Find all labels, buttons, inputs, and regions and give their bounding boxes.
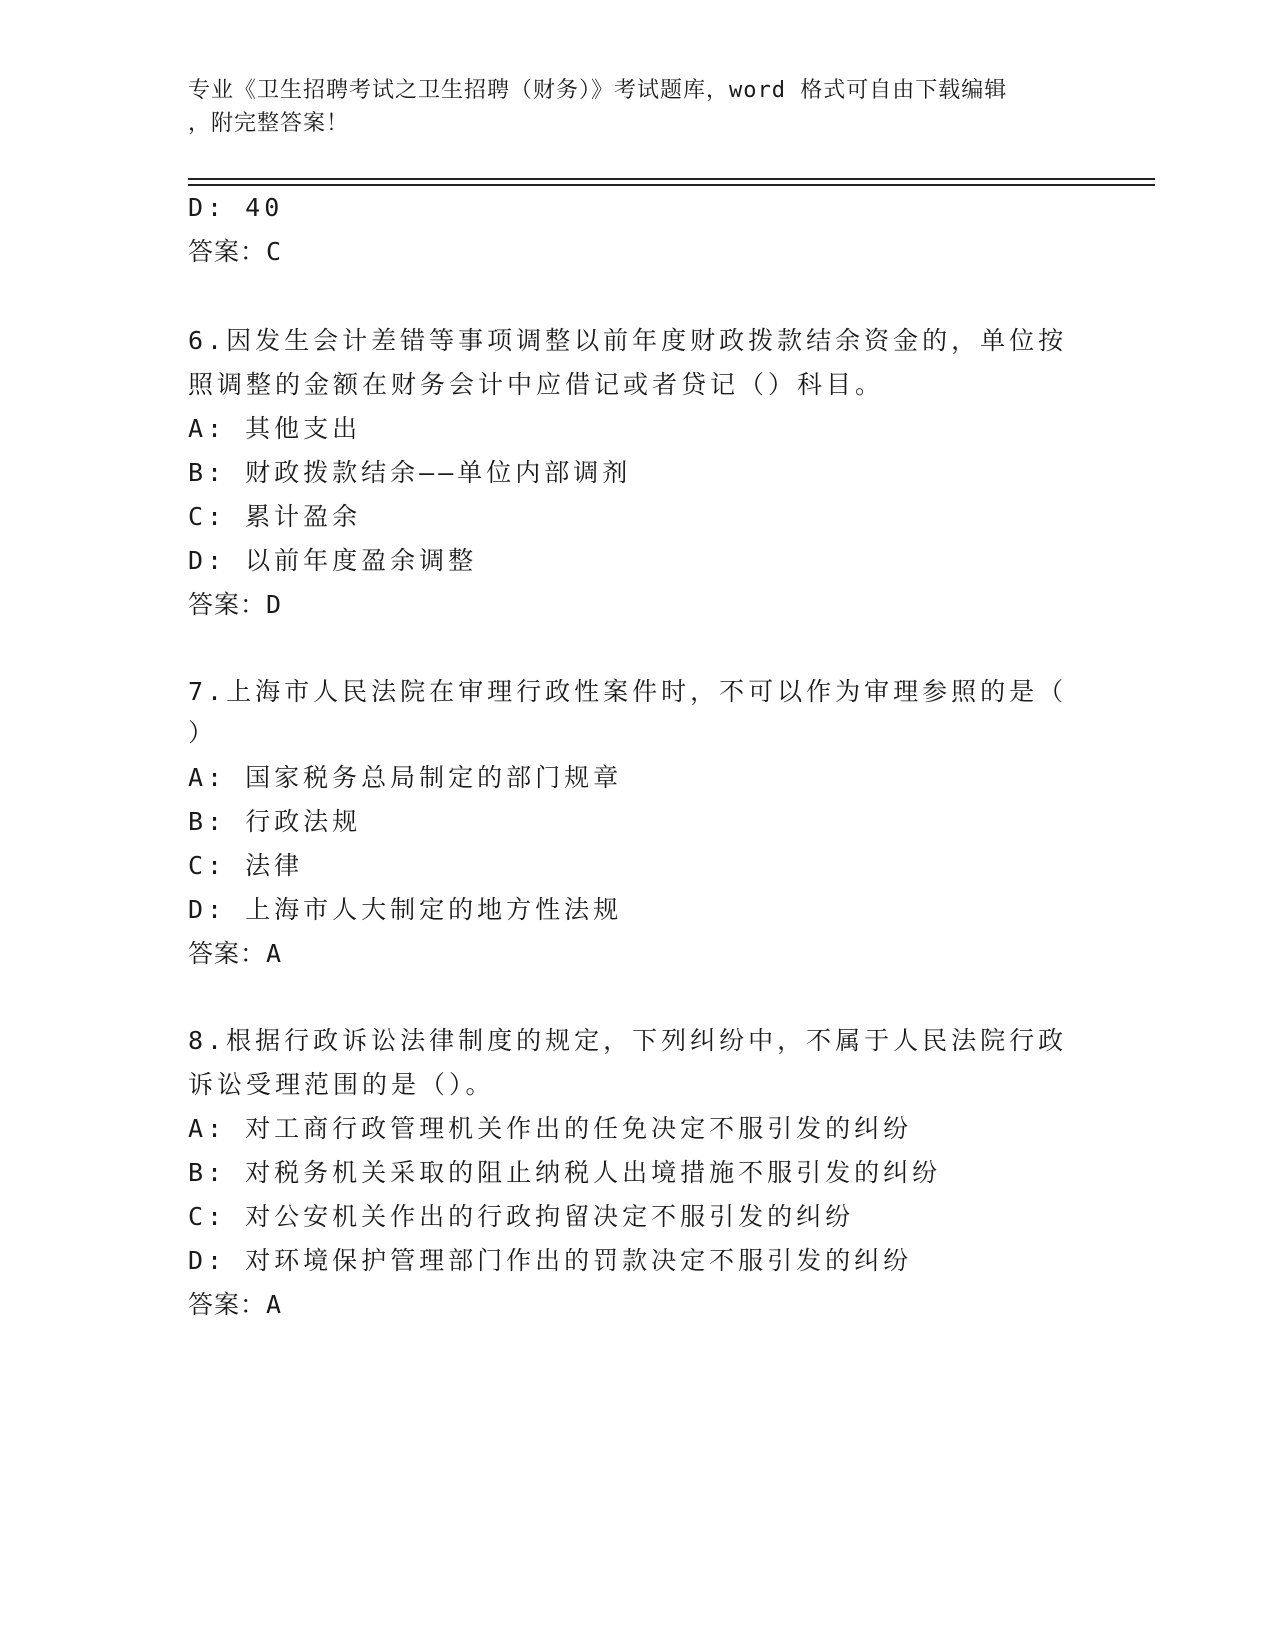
option-b: B: 对税务机关采取的阻止纳税人出境措施不服引发的纠纷 — [188, 1158, 942, 1187]
question-stem-line-1: 8.根据行政诉讼法律制度的规定，下列纠纷中，不属于人民法院行政 — [188, 1026, 1068, 1055]
header-line-1: 专业《卫生招聘考试之卫生招聘（财务）》考试题库，word 格式可自由下载编辑 — [188, 78, 1008, 103]
prev-answer: 答案：C — [188, 237, 283, 266]
answer: 答案：D — [188, 590, 283, 619]
answer: 答案：A — [188, 939, 283, 968]
option-b: B: 财政拨款结余——单位内部调剂 — [188, 458, 632, 487]
header-line-2: ，附完整答案！ — [188, 111, 350, 136]
question-stem-line-2: ） — [188, 718, 218, 747]
option-c: C: 对公安机关作出的行政拘留决定不服引发的纠纷 — [188, 1202, 855, 1231]
option-c: C: 法律 — [188, 851, 304, 880]
header-divider-top — [188, 178, 1155, 180]
question-stem-line-2: 照调整的金额在财务会计中应借记或者贷记（）科目。 — [188, 370, 885, 399]
question-stem-line-2: 诉讼受理范围的是（）。 — [188, 1070, 495, 1099]
prev-option-d: D: 40 — [188, 193, 284, 222]
question-stem-line-1: 7.上海市人民法院在审理行政性案件时，不可以作为审理参照的是（ — [188, 677, 1068, 706]
header-divider-bottom — [188, 184, 1155, 186]
option-a: A: 对工商行政管理机关作出的任免决定不服引发的纠纷 — [188, 1114, 913, 1143]
document-header — [188, 74, 1088, 140]
option-d: D: 对环境保护管理部门作出的罚款决定不服引发的纠纷 — [188, 1246, 913, 1275]
option-d: D: 以前年度盈余调整 — [188, 546, 478, 575]
question-stem-line-1: 6.因发生会计差错等事项调整以前年度财政拨款结余资金的，单位按 — [188, 326, 1068, 355]
option-b: B: 行政法规 — [188, 807, 362, 836]
answer: 答案：A — [188, 1290, 283, 1319]
option-c: C: 累计盈余 — [188, 502, 362, 531]
option-a: A: 国家税务总局制定的部门规章 — [188, 763, 623, 792]
option-d: D: 上海市人大制定的地方性法规 — [188, 895, 623, 924]
option-a: A: 其他支出 — [188, 414, 362, 443]
